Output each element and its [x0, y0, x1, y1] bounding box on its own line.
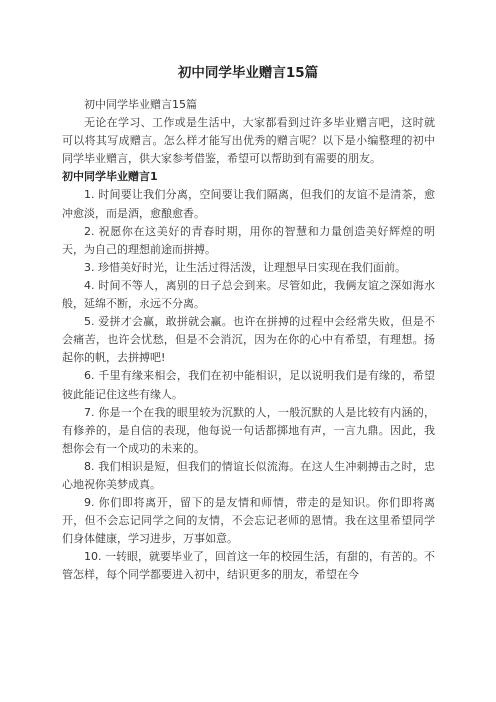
document-title: 初中同学毕业赠言15篇 [177, 65, 319, 81]
list-item: 8. 我们相识是短，但我们的情谊长似流海。在这人生冲刺搏击之时，忠心地祝你美梦成真。 [62, 459, 435, 491]
list-item: 9. 你们即将离开，留下的是友情和师情，带走的是知识。你们即将离开，但不会忘记同学之间的友情，不会忘记老师的恩情。我在这里希望同学们身体健康，学习进步，万事如意。 [62, 496, 435, 546]
list-item: 1. 时间要让我们分离，空间要让我们隔离，但我们的友谊不是清茶，愈冲愈淡，而是酒，愈酿愈香。 [62, 188, 435, 220]
list-item: 5. 爱拼才会赢，敢拼就会赢。也许在拼搏的过程中会经常失败，但是不会痛苦，也许会忧愁，但是不会消沉，因为在你的心中有希望，有理想。扬起你的帆，去拼搏吧! [62, 315, 435, 365]
list-item: 7. 你是一个在我的眼里较为沉默的人，一般沉默的人是比较有内涵的，有修养的，是自信的表现，他每说一句话都掷地有声，一言九鼎。因此，我想你会有一个成功的未来的。 [62, 405, 435, 455]
section-heading: 初中同学毕业赠言1 [62, 170, 158, 184]
intro-paragraph: 无论在学习、工作或是生活中，大家都看到过许多毕业赠言吧，这时就可以将其写成赠言。怎么样才能写出优秀的赠言呢？以下是小编整理的初中同学毕业赠言，供大家参考借鉴，希望可以帮助到有需要的朋友。 [62, 116, 435, 166]
list-item: 2. 祝愿你在这美好的青春时期，用你的智慧和力量创造美好辉煌的明天，为自己的理想前途而拼搏。 [62, 224, 435, 256]
document-body [62, 96, 435, 585]
intro-title: 初中同学毕业赠言15篇 [84, 98, 197, 111]
list-item: 4. 时间不等人，离别的日子总会到来。尽管如此，我俩友谊之深如海水般，延绵不断，永远不分离。 [62, 278, 435, 311]
list-item: 6. 千里有缘来相会，我们在初中能相识，足以说明我们是有缘的，希望彼此能记住这些有缘人。 [62, 369, 435, 401]
list-item: 10. 一转眼，就要毕业了，回首这一年的校园生活，有甜的，有苦的。不管怎样，每个同学都要进入初中，结识更多的朋友，希望在今 [62, 550, 435, 582]
list-item: 3. 珍惜美好时光，让生活过得活泼，让理想早日实现在我们面前。 [84, 260, 406, 274]
